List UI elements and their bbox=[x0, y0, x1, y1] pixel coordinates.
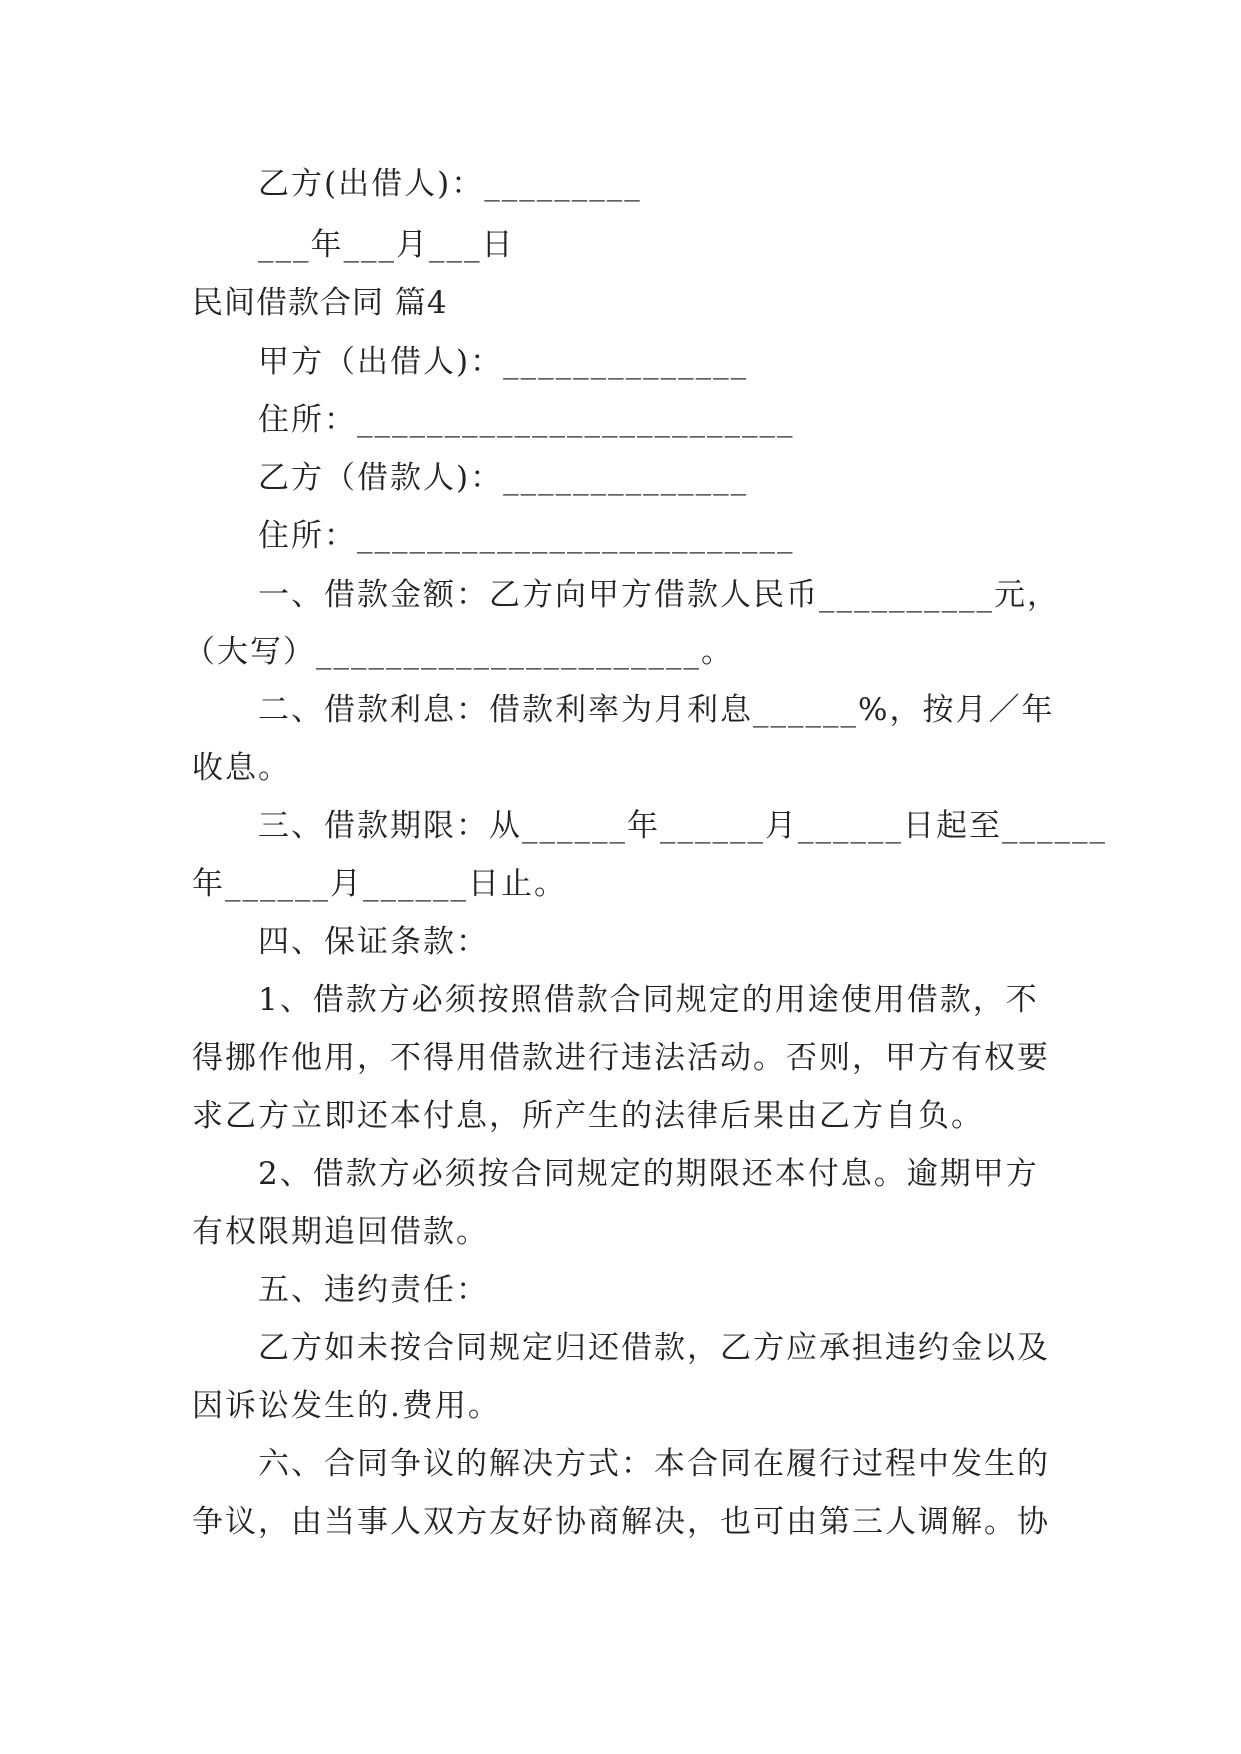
breach-clause: 乙方如未按合同规定归还借款，乙方应承担违约金以及 bbox=[258, 1330, 1050, 1366]
guarantee-clause-1-end: 求乙方立即还本付息，所产生的法律后果由乙方自负。 bbox=[192, 1098, 984, 1134]
guarantee-heading: 四、保证条款： bbox=[258, 924, 489, 960]
party-a-address-line: 住所：_________________________ bbox=[258, 402, 795, 438]
guarantee-clause-1: 1、借款方必须按照借款合同规定的用途使用借款，不 bbox=[258, 982, 1039, 1018]
interest-line-cont: 收息。 bbox=[192, 750, 291, 786]
section-title: 民间借款合同 篇4 bbox=[192, 285, 448, 321]
dispute-clause: 六、合同争议的解决方式：本合同在履行过程中发生的 bbox=[258, 1446, 1050, 1482]
lender-b-signature-line: 乙方(出借人)：_________ bbox=[258, 166, 642, 202]
date-line: ___年___月___日 bbox=[258, 227, 515, 263]
guarantee-clause-2: 2、借款方必须按合同规定的期限还本付息。逾期甲方 bbox=[258, 1156, 1039, 1192]
loan-term-line: 三、借款期限：从______年______月______日起至______ bbox=[258, 808, 1107, 844]
party-b-address-line: 住所：_________________________ bbox=[258, 518, 795, 554]
loan-amount-uppercase-line: （大写）______________________。 bbox=[184, 634, 734, 670]
party-b-line: 乙方（借款人)：______________ bbox=[258, 460, 749, 496]
guarantee-clause-1-cont: 得挪作他用，不得用借款进行违法活动。否则，甲方有权要 bbox=[192, 1040, 1050, 1076]
loan-term-line-cont: 年______月______日止。 bbox=[192, 866, 567, 902]
breach-heading: 五、违约责任： bbox=[258, 1272, 489, 1308]
loan-amount-line: 一、借款金额：乙方向甲方借款人民币__________元， bbox=[258, 577, 1060, 613]
breach-clause-cont: 因诉讼发生的.费用。 bbox=[192, 1388, 501, 1424]
party-a-line: 甲方（出借人)：______________ bbox=[258, 344, 749, 380]
guarantee-clause-2-cont: 有权限期追回借款。 bbox=[192, 1214, 489, 1250]
interest-line: 二、借款利息：借款利率为月利息______%，按月／年 bbox=[258, 692, 1055, 728]
dispute-clause-cont: 争议，由当事人双方友好协商解决，也可由第三人调解。协 bbox=[192, 1504, 1050, 1540]
